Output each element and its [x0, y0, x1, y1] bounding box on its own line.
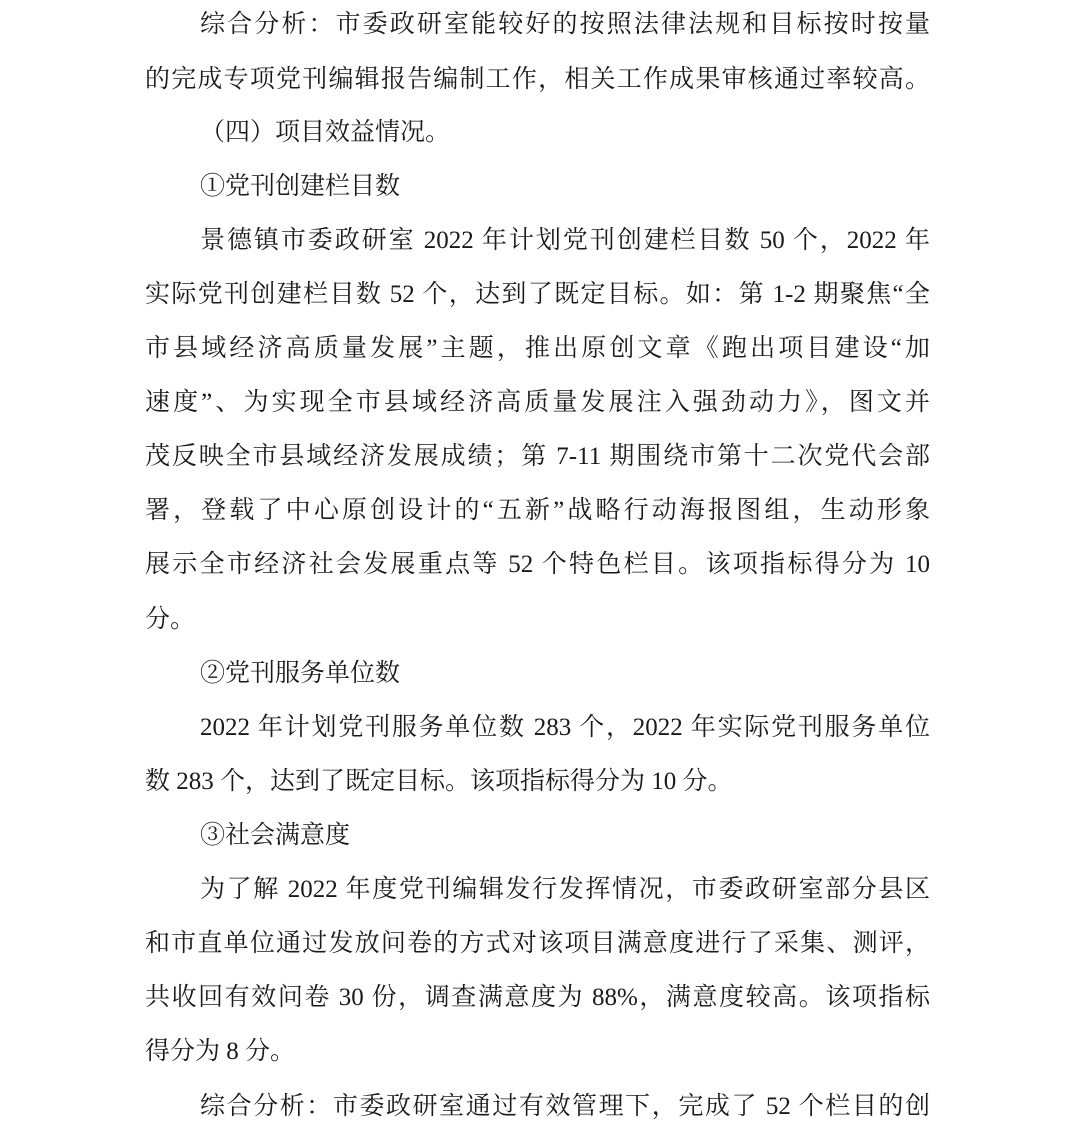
paragraph-line: 2022 年计划党刊服务单位数 283 个，2022 年实际党刊服务单位 [200, 714, 930, 741]
paragraph-line: 综合分析：市委政研室通过有效管理下，完成了 52 个栏目的创 [200, 1093, 930, 1120]
paragraph-line: 茂反映全市县域经济发展成绩；第 7-11 期围绕市第十二次党代会部 [145, 443, 930, 470]
paragraph-line: 署，登载了中心原创设计的“五新”战略行动海报图组，生动形象 [145, 497, 930, 524]
paragraph-line: 速度”、为实现全市县域经济高质量发展注入强劲动力》，图文并 [145, 389, 930, 416]
paragraph-line: 综合分析：市委政研室能较好的按照法律法规和目标按时按量 [200, 11, 930, 38]
paragraph-line: 为了解 2022 年度党刊编辑发行发挥情况，市委政研室部分县区 [200, 876, 930, 903]
paragraph-line: 的完成专项党刊编辑报告编制工作，相关工作成果审核通过率较高。 [145, 66, 930, 93]
subsection-heading: ③社会满意度 [200, 822, 351, 849]
paragraph-line: 数 283 个，达到了既定目标。该项指标得分为 10 分。 [145, 768, 733, 795]
paragraph-line: 展示全市经济社会发展重点等 52 个特色栏目。该项指标得分为 10 [145, 551, 930, 578]
paragraph-line: 分。 [145, 606, 196, 633]
paragraph-line: 景德镇市委政研室 2022 年计划党刊创建栏目数 50 个，2022 年 [200, 227, 930, 254]
subsection-heading: ①党刊创建栏目数 [200, 173, 401, 200]
paragraph-line: 市县域经济高质量发展”主题，推出原创文章《跑出项目建设“加 [145, 335, 930, 362]
paragraph-line: 和市直单位通过发放问卷的方式对该项目满意度进行了采集、测评， [145, 930, 930, 957]
section-heading: （四）项目效益情况。 [200, 119, 451, 146]
paragraph-line: 共收回有效问卷 30 份，调查满意度为 88%，满意度较高。该项指标 [145, 984, 930, 1011]
paragraph-line: 实际党刊创建栏目数 52 个，达到了既定目标。如：第 1-2 期聚焦“全 [145, 281, 930, 308]
subsection-heading: ②党刊服务单位数 [200, 660, 401, 687]
paragraph-line: 得分为 8 分。 [145, 1038, 296, 1065]
